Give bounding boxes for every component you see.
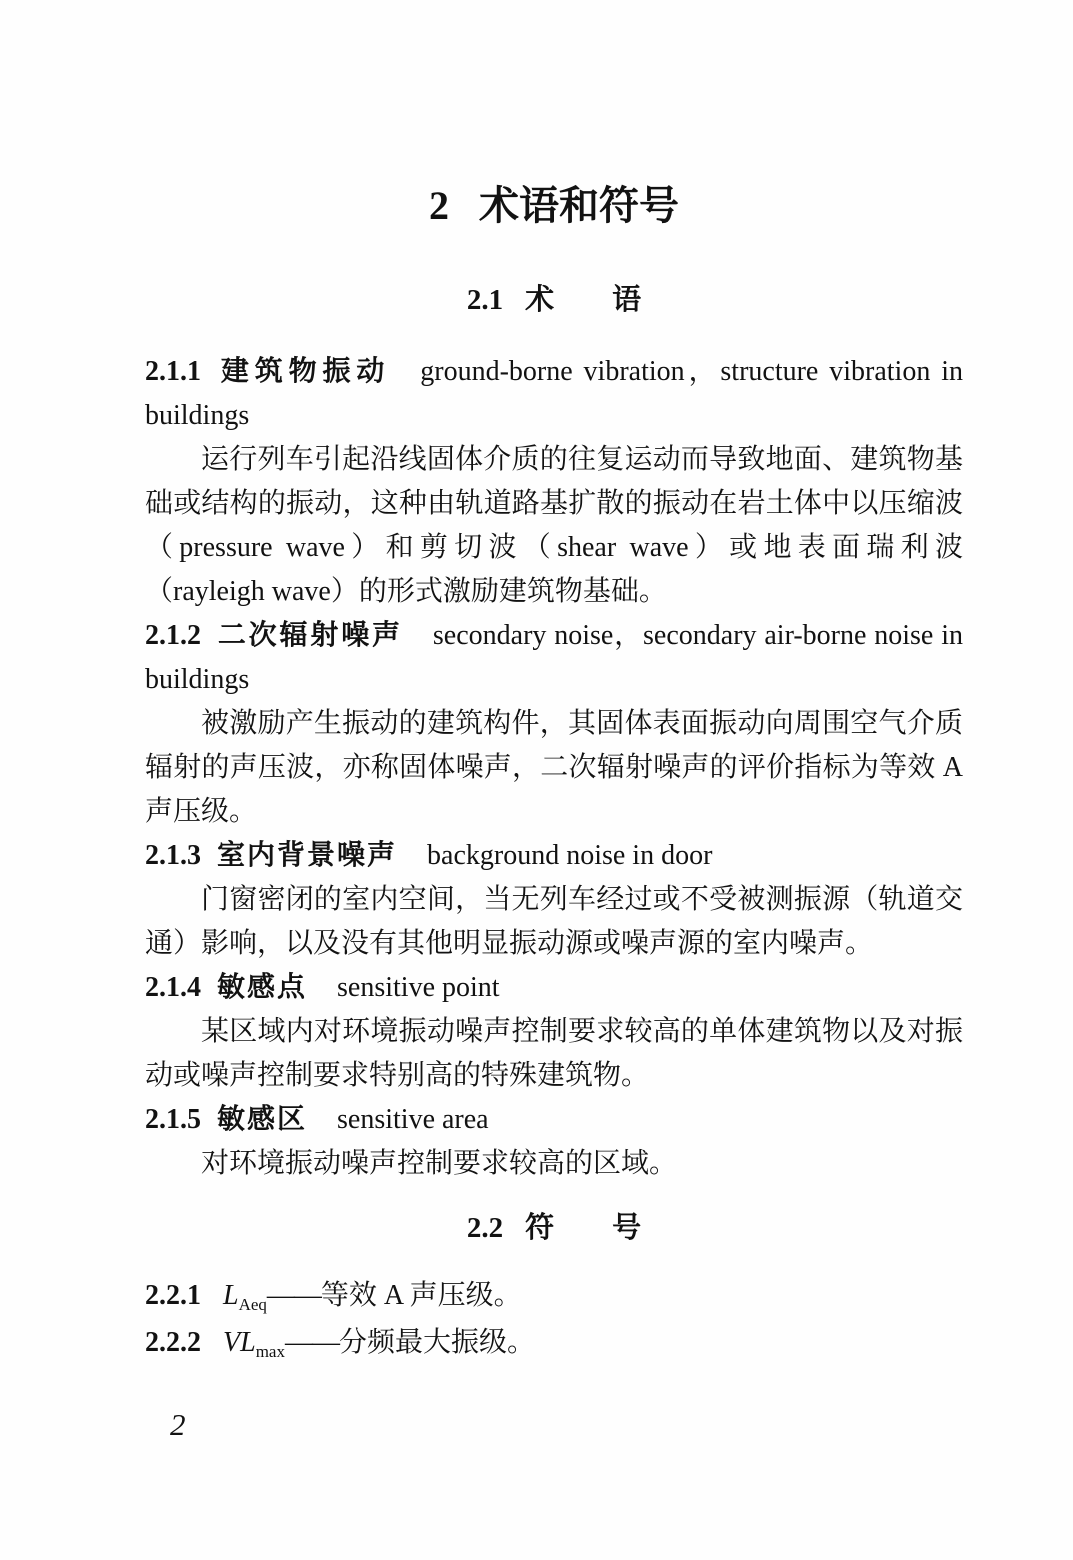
chapter-title-text: 术语和符号 — [479, 183, 679, 228]
term-number: 2.1.1 — [145, 356, 201, 387]
section-2-1-title: 术 语 — [525, 284, 642, 316]
term-en: sensitive area — [337, 1104, 489, 1135]
term-number: 2.1.3 — [145, 840, 201, 871]
symbol-entry-2-2-2 — [145, 1321, 963, 1365]
section-2-1-number: 2.1 — [466, 284, 504, 316]
term-number: 2.1.5 — [145, 1104, 201, 1135]
symbol-definition: 分频最大振级。 — [338, 1327, 535, 1358]
section-2-2-title: 符 号 — [525, 1212, 642, 1244]
term-definition-2-1-4: 某区域内对环境振动噪声控制要求较高的单体建筑物以及对振动或噪声控制要求特别高的特殊建筑物。 — [145, 1016, 963, 1091]
term-zh: 二次辐射噪声 — [217, 620, 403, 651]
section-heading-2-2 — [145, 1208, 963, 1248]
term-number: 2.1.4 — [145, 972, 201, 1003]
chapter-number: 2 — [429, 183, 449, 228]
symbol-definition: 等效 A 声压级。 — [320, 1280, 522, 1311]
term-entry-2-1-1 — [145, 350, 963, 438]
term-entry-2-1-2 — [145, 614, 963, 702]
term-zh: 建筑物振动 — [217, 356, 391, 387]
terms-body — [145, 350, 963, 1365]
symbol-notation — [223, 1327, 285, 1361]
symbol-letter: L — [223, 1280, 239, 1311]
term-zh: 室内背景噪声 — [217, 840, 398, 871]
term-zh: 敏感区 — [217, 1104, 308, 1135]
symbol-number: 2.2.1 — [145, 1280, 201, 1311]
term-entry-2-1-3 — [145, 834, 963, 878]
symbol-notation — [223, 1280, 267, 1314]
symbol-subscript: Aeq — [238, 1295, 267, 1314]
term-en: secondary noise，secondary air-borne noise in buildings — [145, 620, 963, 695]
chapter-title — [145, 182, 963, 230]
page-content — [145, 0, 963, 1365]
term-en: sensitive point — [337, 972, 500, 1003]
section-2-2-number: 2.2 — [466, 1212, 504, 1244]
term-definition-2-1-5: 对环境振动噪声控制要求较高的区域。 — [201, 1148, 678, 1179]
symbol-number: 2.2.2 — [145, 1327, 201, 1358]
section-heading-2-1 — [145, 280, 963, 320]
symbol-letter: VL — [223, 1327, 256, 1358]
term-entry-2-1-4 — [145, 966, 963, 1010]
term-entry-2-1-5 — [145, 1098, 963, 1142]
page-number: 2 — [170, 1407, 186, 1442]
term-number: 2.1.2 — [145, 620, 201, 651]
term-zh: 敏感点 — [217, 972, 308, 1003]
term-en: background noise in door — [427, 840, 713, 871]
symbol-entry-2-2-1 — [145, 1274, 963, 1318]
term-definition-2-1-2: 被激励产生振动的建筑构件，其固体表面振动向周围空气介质辐射的声压波，亦称固体噪声，二次辐射噪声的评价指标为等效 A 声压级。 — [145, 708, 963, 827]
symbol-dash: —— — [284, 1327, 339, 1358]
term-definition-2-1-3: 门窗密闭的室内空间，当无列车经过或不受被测振源（轨道交通）影响，以及没有其他明显振动源或噪声源的室内噪声。 — [145, 884, 963, 959]
term-definition-2-1-1: 运行列车引起沿线固体介质的往复运动而导致地面、建筑物基础或结构的振动，这种由轨道路基扩散的振动在岩土体中以压缩波（pressure wave）和剪切波（shear wave）或地表面瑞利波（rayleigh wave）的形式激励建筑物基础。 — [145, 444, 963, 607]
symbol-subscript: max — [255, 1342, 285, 1361]
term-en: ground-borne vibration，structure vibration in buildings — [145, 356, 963, 431]
symbol-dash: —— — [266, 1280, 321, 1311]
